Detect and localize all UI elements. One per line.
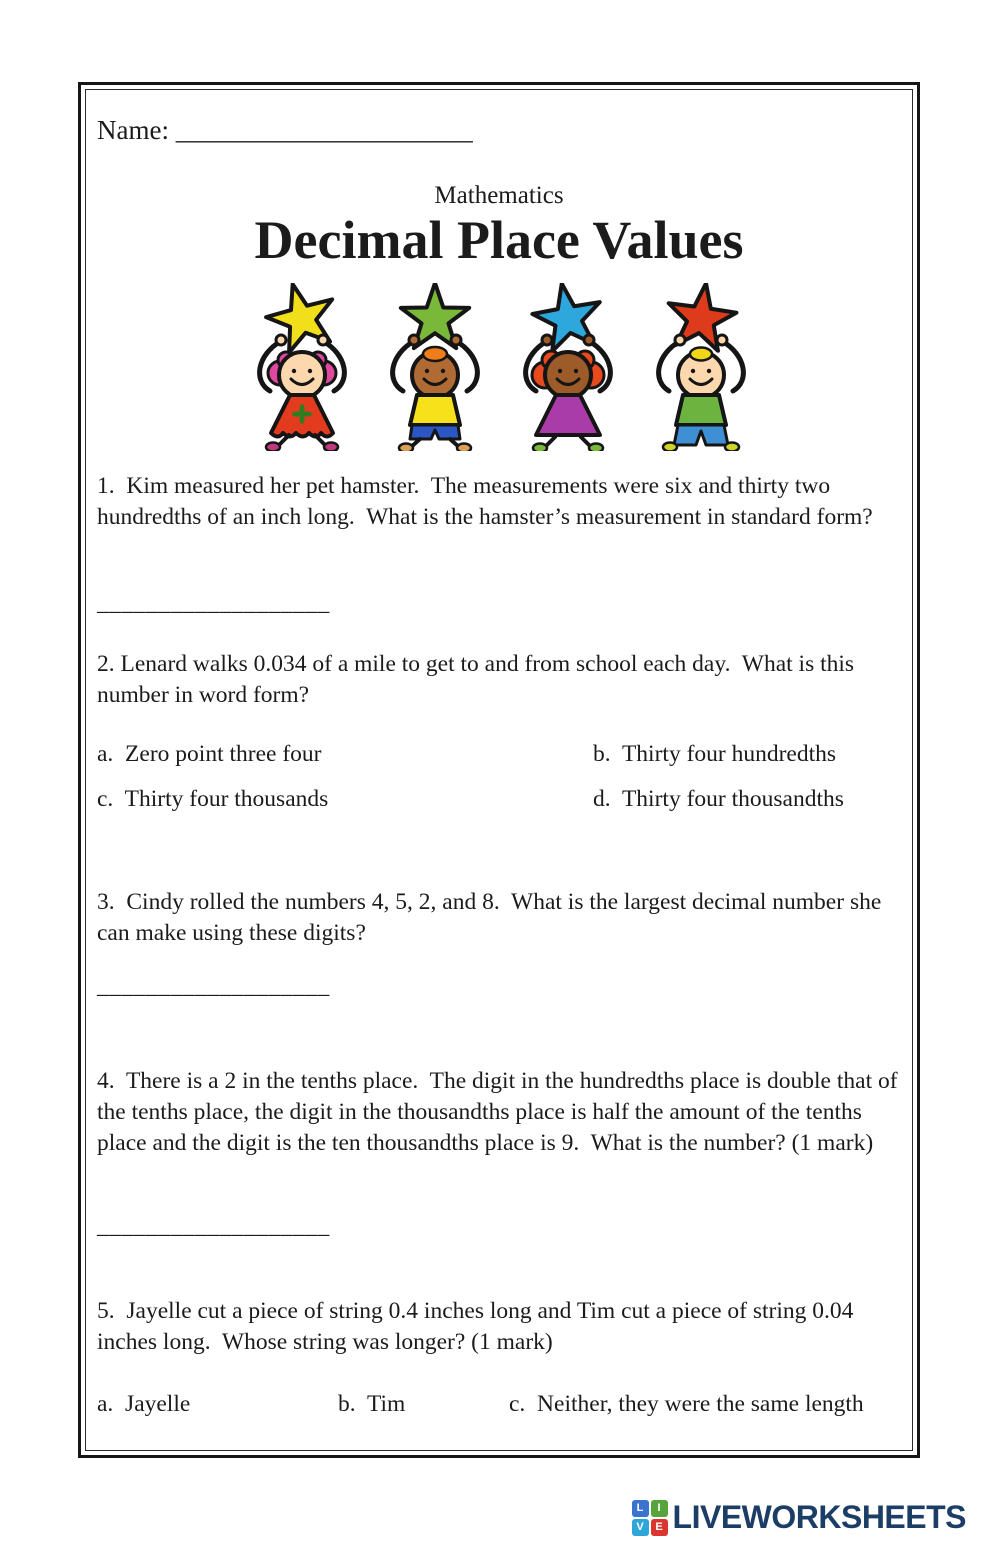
shirt: [676, 395, 726, 425]
hand: [584, 335, 594, 345]
name-row: [97, 115, 473, 146]
shoe: [725, 443, 739, 452]
left-arm: [659, 341, 680, 391]
liveworksheets-logo[interactable]: [632, 1499, 966, 1536]
q2-option-b[interactable]: b. Thirty four hundredths: [593, 741, 837, 767]
shoe: [399, 444, 413, 452]
question-1-answer-blank[interactable]: ___________________: [97, 590, 330, 616]
hand: [717, 335, 727, 345]
eye: [425, 369, 429, 373]
hand: [675, 335, 685, 345]
eye: [707, 369, 711, 373]
question-4: 4. There is a 2 in the tenths place. The digit in the hundredths place is double that of the tenths place, the digit in the thousandths place is half the amount of the tenths place and the digit is the ten thousandths place is 9. What is the number? (1 mark): [97, 1068, 904, 1156]
petal: [299, 414, 304, 424]
petal: [299, 404, 304, 414]
question-5: 5. Jayelle cut a piece of string 0.4 inches long and Tim cut a piece of string 0.04 inches long. Whose string was longer? (1 mark): [97, 1298, 860, 1355]
legs: [545, 437, 591, 447]
name-blank-line[interactable]: ______________________: [175, 115, 473, 145]
liveworksheets-wordmark: LIVEWORKSHEETS: [672, 1499, 966, 1535]
question-5-options-row: [81, 1391, 917, 1423]
right-arm: [722, 341, 743, 391]
liveworksheets-grid-icon: [632, 1500, 668, 1536]
shoe: [266, 443, 280, 452]
hair: [423, 347, 447, 361]
icon-letter-v: V: [632, 1519, 649, 1536]
shoe: [324, 443, 338, 452]
shoe: [457, 444, 471, 452]
eye: [308, 369, 312, 373]
head: [545, 352, 591, 398]
page-title: Decimal Place Values: [254, 210, 744, 270]
question-2-options-row-1: [81, 741, 917, 773]
kid-boy-yellow-hair: [659, 283, 744, 451]
hand: [318, 335, 328, 345]
dress: [536, 395, 600, 435]
q5-option-a[interactable]: a. Jayelle: [97, 1391, 191, 1417]
shorts: [410, 425, 460, 439]
icon-letter-e: E: [651, 1519, 668, 1536]
legs: [411, 439, 459, 447]
shoe: [663, 443, 677, 452]
eye: [441, 369, 445, 373]
pants: [674, 425, 728, 445]
shirt: [410, 395, 460, 425]
subject-heading: Mathematics: [434, 182, 564, 209]
eye: [558, 369, 562, 373]
left-arm: [393, 341, 414, 391]
q2-option-a[interactable]: a. Zero point three four: [97, 741, 322, 767]
q2-option-d[interactable]: d. Thirty four thousandths: [593, 786, 844, 812]
shoe: [533, 444, 547, 452]
hand: [542, 335, 552, 345]
hand: [451, 335, 461, 345]
question-3-answer-blank[interactable]: ___________________: [97, 973, 330, 999]
icon-letter-i: I: [651, 1500, 668, 1517]
kids-holding-stars-illustration: [237, 283, 767, 451]
head: [279, 352, 325, 398]
question-1: 1. Kim measured her pet hamster. The measurements were six and thirty two hundredths of an inch long. What is the hamster’s measurement in standard form?: [97, 473, 873, 530]
question-2: 2. Lenard walks 0.034 of a mile to get to and from school each day. What is this number in word form?: [97, 651, 860, 708]
q5-option-c[interactable]: c. Neither, they were the same length: [509, 1391, 864, 1417]
right-arm: [456, 341, 477, 391]
kid-girl-pink-hair: [260, 283, 345, 451]
worksheet-frame: [78, 82, 920, 1458]
eye: [292, 369, 296, 373]
q2-option-c[interactable]: c. Thirty four thousands: [97, 786, 329, 812]
q5-option-b[interactable]: b. Tim: [338, 1391, 406, 1417]
kid-boy-orange-hair: [393, 283, 478, 451]
hand: [409, 335, 419, 345]
hand: [276, 335, 286, 345]
eye: [691, 369, 695, 373]
question-2-options-row-2: [81, 786, 917, 818]
icon-letter-l: L: [632, 1500, 649, 1517]
question-4-answer-blank[interactable]: ___________________: [97, 1213, 330, 1239]
kid-girl-red-hair: [526, 283, 611, 451]
name-label: Name:: [97, 115, 176, 145]
shoe: [589, 444, 603, 452]
eye: [574, 369, 578, 373]
question-3: 3. Cindy rolled the numbers 4, 5, 2, and 8. What is the largest decimal number she can make using these digits?: [97, 889, 888, 946]
hair: [690, 348, 712, 361]
